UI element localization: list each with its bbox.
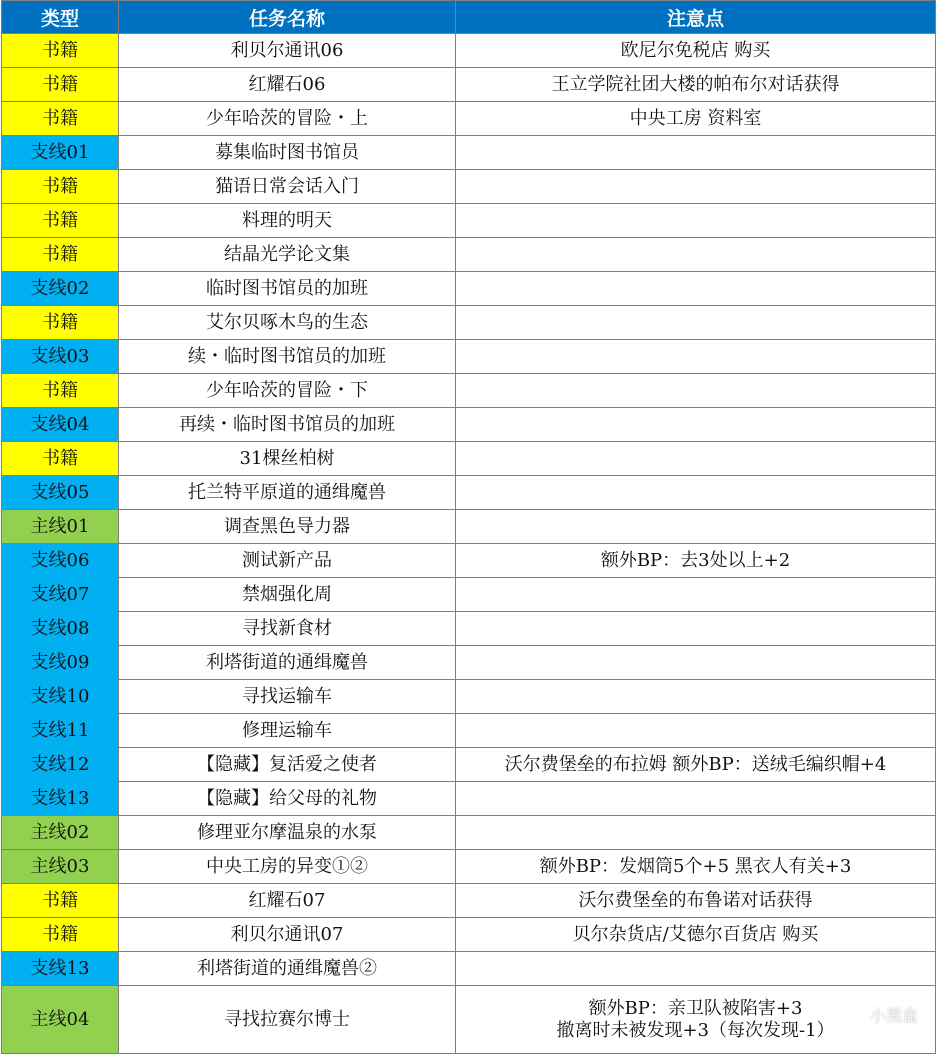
quest-name-cell: 利塔街道的通缉魔兽 [119,646,456,680]
table-row [2,884,936,918]
table-row [2,442,936,476]
note-line: 欧尼尔免税店 购买 [620,39,771,61]
table-row [2,34,936,68]
quest-note-cell [456,646,936,680]
table-row [2,374,936,408]
table-row [2,306,936,340]
quest-type-cell: 书籍 [2,204,119,238]
quest-name-cell: 少年哈茨的冒险・下 [119,374,456,408]
quest-name-cell: 红耀石06 [119,68,456,102]
note-line: 额外BP：发烟筒5个+5 黑衣人有关+3 [539,855,852,877]
table-row [2,408,936,442]
header-type: 类型 [2,1,119,34]
quest-note-cell [456,102,936,136]
header-row [2,1,936,34]
table-row [2,476,936,510]
quest-name-cell: 托兰特平原道的通缉魔兽 [119,476,456,510]
note-line: 中央工房 资料室 [629,107,762,129]
table-row [2,646,936,680]
header-name: 任务名称 [119,1,456,34]
quest-name-cell: 结晶光学论文集 [119,238,456,272]
quest-note-cell [456,544,936,578]
quest-note-cell [456,986,936,1054]
quest-note-cell [456,850,936,884]
quest-note-cell [456,578,936,612]
quest-name-cell: 禁烟强化周 [119,578,456,612]
quest-name-cell: 续・临时图书馆员的加班 [119,340,456,374]
note-line: 额外BP：去3处以上+2 [600,549,791,571]
quest-name-cell: 中央工房的异变①② [119,850,456,884]
quest-note-cell [456,408,936,442]
quest-type-cell: 主线04 [2,986,119,1054]
note-line: 王立学院社团大楼的帕布尔对话获得 [551,73,840,95]
quest-note-cell [456,136,936,170]
quest-note-cell [456,918,936,952]
quest-type-cell: 支线09 [2,646,119,680]
quest-name-cell: 红耀石07 [119,884,456,918]
quest-type-cell: 支线06 [2,544,119,578]
table-row [2,340,936,374]
quest-type-cell: 书籍 [2,374,119,408]
quest-type-cell: 主线02 [2,816,119,850]
table-row [2,782,936,816]
table-row [2,680,936,714]
quest-name-cell: 修理运输车 [119,714,456,748]
table-row [2,714,936,748]
quest-name-cell: 寻找运输车 [119,680,456,714]
table-row [2,204,936,238]
table-row [2,170,936,204]
quest-type-cell: 书籍 [2,306,119,340]
table-row [2,850,936,884]
header-note: 注意点 [456,1,936,34]
quest-name-cell: 利贝尔通讯07 [119,918,456,952]
table-body [2,34,936,1054]
quest-type-cell: 支线02 [2,272,119,306]
quest-name-cell: 寻找拉赛尔博士 [119,986,456,1054]
quest-note-cell [456,204,936,238]
table-row [2,748,936,782]
quest-note-cell [456,442,936,476]
table-row [2,986,936,1054]
table-row [2,918,936,952]
quest-type-cell: 书籍 [2,884,119,918]
quest-type-cell: 支线03 [2,340,119,374]
quest-note-cell [456,748,936,782]
table-row [2,816,936,850]
note-line: 贝尔杂货店/艾德尔百货店 购买 [572,923,819,945]
quest-note-cell [456,306,936,340]
quest-type-cell: 支线07 [2,578,119,612]
quest-type-cell: 支线10 [2,680,119,714]
note-line: 沃尔费堡垒的布拉姆 额外BP：送绒毛编织帽+4 [504,753,887,775]
quest-type-cell: 支线11 [2,714,119,748]
quest-note-cell [456,34,936,68]
note-line: 撤离时未被发现+3（每次发现-1） [556,1019,835,1041]
quest-type-cell: 支线04 [2,408,119,442]
quest-note-cell [456,272,936,306]
table-row [2,102,936,136]
quest-type-cell: 支线13 [2,782,119,816]
quest-name-cell: 修理亚尔摩温泉的水泵 [119,816,456,850]
quest-name-cell: 猫语日常会话入门 [119,170,456,204]
quest-type-cell: 书籍 [2,102,119,136]
quest-name-cell: 临时图书馆员的加班 [119,272,456,306]
watermark-logo: 小黑盒 [869,1006,918,1025]
quest-note-cell [456,68,936,102]
quest-type-cell: 书籍 [2,238,119,272]
quest-name-cell: 【隐藏】复活爱之使者 [119,748,456,782]
quest-type-cell: 书籍 [2,34,119,68]
table-row [2,238,936,272]
quest-note-cell [456,884,936,918]
quest-name-cell: 利塔街道的通缉魔兽② [119,952,456,986]
quest-note-cell [456,170,936,204]
table-row [2,544,936,578]
quest-note-cell [456,816,936,850]
quest-type-cell: 主线01 [2,510,119,544]
quest-note-cell [456,612,936,646]
quest-name-cell: 利贝尔通讯06 [119,34,456,68]
quest-note-cell [456,952,936,986]
quest-note-cell [456,782,936,816]
quest-name-cell: 测试新产品 [119,544,456,578]
quest-type-cell: 书籍 [2,442,119,476]
quest-name-cell: 再续・临时图书馆员的加班 [119,408,456,442]
quest-type-cell: 支线12 [2,748,119,782]
quest-type-cell: 主线03 [2,850,119,884]
quest-type-cell: 支线01 [2,136,119,170]
quest-type-cell: 支线13 [2,952,119,986]
quest-name-cell: 【隐藏】给父母的礼物 [119,782,456,816]
quest-type-cell: 支线08 [2,612,119,646]
quest-type-cell: 书籍 [2,68,119,102]
quest-note-cell [456,476,936,510]
quest-note-cell [456,374,936,408]
table-row [2,578,936,612]
quest-type-cell: 支线05 [2,476,119,510]
note-line: 沃尔费堡垒的布鲁诺对话获得 [578,889,813,911]
table-row [2,612,936,646]
quest-name-cell: 料理的明天 [119,204,456,238]
quest-note-cell [456,238,936,272]
quest-name-cell: 艾尔贝啄木鸟的生态 [119,306,456,340]
quest-note-cell [456,714,936,748]
quest-note-cell [456,680,936,714]
table-row [2,136,936,170]
quest-name-cell: 调查黑色导力器 [119,510,456,544]
table-row [2,952,936,986]
quest-type-cell: 书籍 [2,918,119,952]
table-row [2,510,936,544]
quest-table [1,0,936,1054]
table-row [2,68,936,102]
table-row [2,272,936,306]
quest-name-cell: 少年哈茨的冒险・上 [119,102,456,136]
quest-note-cell [456,340,936,374]
quest-name-cell: 募集临时图书馆员 [119,136,456,170]
quest-note-cell [456,510,936,544]
quest-name-cell: 31棵丝柏树 [119,442,456,476]
note-line: 额外BP：亲卫队被陷害+3 [588,997,803,1019]
quest-type-cell: 书籍 [2,170,119,204]
quest-name-cell: 寻找新食材 [119,612,456,646]
